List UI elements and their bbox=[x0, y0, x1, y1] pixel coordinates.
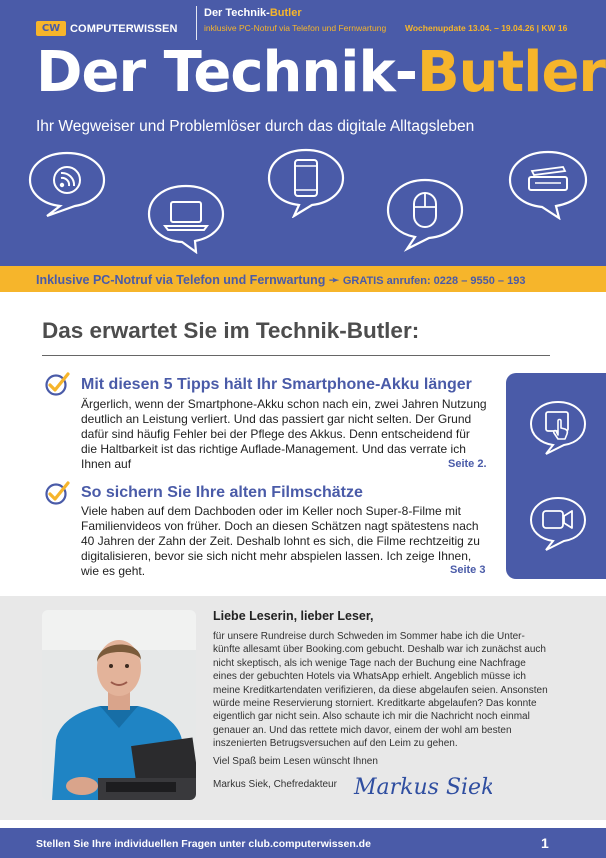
page-number: 1 bbox=[541, 835, 549, 851]
letter-closing: Viel Spaß beim Lesen wünscht Ihnen bbox=[213, 756, 378, 767]
logo-mark: CW bbox=[36, 21, 66, 36]
week-label: Wochenupdate 13.04. – 19.04.26 | KW 16 bbox=[405, 23, 568, 33]
brand-subline: inklusive PC-Notruf via Telefon und Fernwartung bbox=[204, 23, 387, 33]
article-title[interactable]: Mit diesen 5 Tipps hält Ihr Smartphone-Akku länger bbox=[81, 376, 472, 393]
handwritten-signature bbox=[352, 770, 492, 809]
smartphone-icon bbox=[266, 146, 346, 218]
wifi-rss-icon bbox=[27, 148, 107, 218]
footer-text[interactable]: Stellen Sie Ihre individuellen Fragen unter club.computerwissen.de bbox=[36, 838, 371, 850]
hotline-bar bbox=[0, 266, 606, 292]
page-footer bbox=[0, 828, 606, 858]
article-body: Viele haben auf dem Dachboden oder im Keller noch Super-8-Filme mit Familienvideos von früher. Doch an diesen Schätzen nagt spätestens nach 40 Jahren der Zahn der Zeit. Deshalb lohnt es sich, die Filme rechtzeitig zu digitalisieren, bevor sie sich nicht mehr abspielen lassen. Ich zeige Ihnen, wie es geht. bbox=[81, 504, 480, 578]
hotline-label: Inklusive PC-Notruf via Telefon und Fernwartung bbox=[36, 273, 326, 287]
touch-tablet-icon bbox=[528, 399, 588, 462]
svg-text:Markus Siek: Markus Siek bbox=[354, 775, 492, 800]
scanner-icon bbox=[507, 148, 589, 220]
letter-body: für unsere Rundreise durch Schweden im Sommer habe ich die Unterkünfte allesamt über Booking.com gebucht. Deshalb war ich zunächst auch nicht skeptisch, als ich wenige Tage nach der Buchung eine Nachfrage eines der gebuchten Hotels via WhatsApp erhielt. Angeblich müsse ich meine Kreditkartendaten verifizieren, da diese abgelaufen seien. Ansonsten würde meine Reservierung storniert. Kreditkarte abgelaufen? Das konnte eigentlich gar nicht sein. Also schaute ich mir die Nachricht noch einmal genauer an. Und das rettete mich davor, einem der wohl am besten inszenierten Betrugsversuchen auf den Leim zu gehen. bbox=[213, 631, 548, 750]
masthead bbox=[0, 0, 606, 266]
top-bar bbox=[0, 0, 606, 40]
letter-signoff: Markus Siek, Chefredakteur bbox=[213, 779, 337, 790]
logo-text: COMPUTERWISSEN bbox=[70, 22, 178, 35]
contents-divider bbox=[42, 355, 550, 356]
side-icon-panel bbox=[506, 373, 606, 579]
article-page-link[interactable]: Seite 2. bbox=[448, 458, 487, 470]
brand-small-main: Der Technik- bbox=[204, 7, 270, 19]
top-bar-divider bbox=[196, 6, 197, 40]
brand-small-accent: Butler bbox=[269, 7, 302, 19]
mouse-icon bbox=[385, 176, 465, 252]
hotline-text bbox=[36, 272, 525, 287]
article-body: Ärgerlich, wenn der Smartphone-Akku schon nach ein, zwei Jahren Nutzung deutlich an Leistung verliert. Und das passiert gar nicht selten. Der Grund dafür sind häufig Fehler bei der Pflege des Akkus. Denn entscheidend für die Haltbarkeit ist das richtige Auflade-Management. Und das verrate ich Ihnen auf bbox=[81, 397, 487, 471]
computerwissen-logo[interactable] bbox=[36, 21, 178, 36]
arrow-icon: ➛ bbox=[328, 273, 340, 287]
article-title[interactable]: So sichern Sie Ihre alten Filmschätze bbox=[81, 484, 363, 501]
letter-greeting: Liebe Leserin, lieber Leser, bbox=[213, 609, 374, 623]
brand-small-title bbox=[204, 7, 302, 19]
title-main: Der Technik- bbox=[36, 40, 417, 105]
hotline-phone[interactable]: GRATIS anrufen: 0228 – 9550 – 193 bbox=[342, 275, 526, 287]
article-page-link[interactable]: Seite 3 bbox=[450, 564, 486, 576]
editor-photo bbox=[42, 610, 196, 800]
laptop-icon bbox=[146, 182, 226, 254]
checkmark-icon bbox=[44, 480, 70, 511]
video-camera-icon bbox=[528, 495, 588, 558]
newsletter-title bbox=[36, 42, 605, 104]
checkmark-icon bbox=[44, 371, 70, 402]
newsletter-subtitle: Ihr Wegweiser und Problemlöser durch das digitale Alltagsleben bbox=[36, 118, 475, 135]
contents-title: Das erwartet Sie im Technik-Butler: bbox=[42, 318, 420, 343]
title-accent: Butler bbox=[416, 40, 606, 105]
